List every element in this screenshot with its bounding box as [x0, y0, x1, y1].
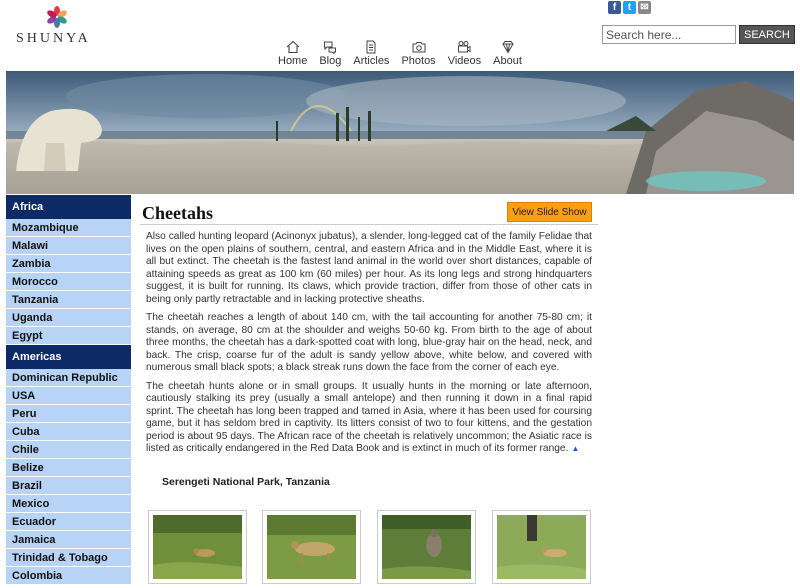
search-input[interactable]	[602, 25, 736, 44]
photo-gallery	[148, 510, 598, 588]
sidebar-item-cuba[interactable]: Cuba	[6, 423, 131, 441]
sidebar-item-belize[interactable]: Belize	[6, 459, 131, 477]
sidebar-item-malawi[interactable]: Malawi	[6, 237, 131, 255]
sidebar-item-mozambique[interactable]: Mozambique	[6, 219, 131, 237]
cheetah-photo-image	[267, 515, 356, 579]
sidebar-item-dominican-republic[interactable]: Dominican Republic	[6, 369, 131, 387]
article-paragraph	[146, 381, 592, 456]
article-paragraph: Also called hunting leopard (Acinonyx jubatus), a slender, long-legged cat of the family Felidae that lives on the open plains of southern, central, and eastern Africa and in the Middle East, where it is all but extinct. The cheetah is the fastest land animal in the world over short distances, capable of attaining speeds as great as 100 km (60 miles) per hour. As its long legs and strong hindquarters suggest, it is built for running. Its claws, which provide traction, differ from those of other cats in being only partly retractable and in lacking protective sheaths.	[146, 231, 592, 305]
paragraph-text: The cheetah hunts alone or in small groups. It usually hunts in the morning or late afternoon, cautiously stalking its prey (usually a small antelope) and then running it down in a final rapid sprint. The cheetah has long been trapped and tamed in Asia, where it has been used for coursing game, but it has seldom bred in captivity. Its litters consist of two to four kittens, and the gestation period is about 95 days. The African race of the cheetah is relatively uncommon; the Asiatic race is listed as critically endangered in the Red Data Book and is extinct in much of its former range.	[146, 380, 592, 454]
nav-photos[interactable]	[395, 40, 441, 67]
sidebar-item-peru[interactable]: Peru	[6, 405, 131, 423]
twitter-icon[interactable]: t	[623, 1, 636, 14]
article-paragraph: The cheetah reaches a length of about 140 cm, with the tail accounting for another 75-80 cm; it stands, on average, 80 cm at the shoulder and weighs 50-60 kg. From birth to the age of about three months, the cheetah has a dark-spotted coat with long, blue-gray hair on the head, neck, and back. The crisp, coarse fur of the adult is sandy yellow above, white below, and covered with numerous small black spots; a black streak runs down the face from the corner of each eye.	[146, 312, 592, 373]
sidebar-item-egypt[interactable]: Egypt	[6, 327, 131, 345]
sidebar-item-morocco[interactable]: Morocco	[6, 273, 131, 291]
about-icon	[501, 40, 515, 54]
sidebar-item-tanzania[interactable]: Tanzania	[6, 291, 131, 309]
nav-about[interactable]	[487, 40, 528, 67]
search-button[interactable]: SEARCH	[739, 25, 795, 44]
article-header	[140, 199, 598, 225]
sidebar-item-jamaica[interactable]: Jamaica	[6, 531, 131, 549]
social-links	[608, 1, 651, 14]
facebook-icon[interactable]: f	[608, 1, 621, 14]
sidebar-item-usa[interactable]: USA	[6, 387, 131, 405]
nav-label: Photos	[401, 55, 436, 67]
articles-icon	[364, 40, 378, 54]
sidebar-item-ecuador[interactable]: Ecuador	[6, 513, 131, 531]
nav-label: Articles	[353, 55, 390, 67]
gallery-thumbnail[interactable]	[148, 510, 247, 584]
logo-flower-icon	[46, 6, 68, 28]
sidebar	[6, 195, 131, 585]
sidebar-item-zambia[interactable]: Zambia	[6, 255, 131, 273]
video-icon	[457, 40, 471, 54]
sidebar-item-chile[interactable]: Chile	[6, 441, 131, 459]
site-logo[interactable]	[14, 6, 100, 44]
gallery-thumbnail[interactable]	[492, 510, 591, 584]
nav-home[interactable]	[272, 40, 313, 67]
landscape-banner-image	[6, 71, 794, 194]
nav-label: About	[493, 55, 522, 67]
email-icon[interactable]: ✉	[638, 1, 651, 14]
gallery-thumbnail[interactable]	[262, 510, 361, 584]
blog-icon	[323, 40, 337, 54]
camera-icon	[412, 40, 426, 54]
home-icon	[286, 40, 300, 54]
logo-text: SHUNYA	[16, 31, 91, 46]
nav-videos[interactable]	[442, 40, 487, 67]
page-title: Cheetahs	[142, 203, 213, 223]
cheetah-photo-image	[153, 515, 242, 579]
search-form	[602, 25, 795, 44]
nav-blog[interactable]	[313, 40, 347, 67]
back-to-top-icon[interactable]: ▲	[571, 444, 580, 453]
sidebar-heading-africa[interactable]: Africa	[6, 195, 131, 219]
article	[140, 199, 598, 488]
gallery-caption: Serengeti National Park, Tanzania	[162, 475, 330, 488]
sidebar-item-trinidad-tobago[interactable]: Trinidad & Tobago	[6, 549, 131, 567]
nav-label: Videos	[447, 55, 482, 67]
nav-articles[interactable]	[347, 40, 395, 67]
view-slideshow-button[interactable]: View Slide Show	[507, 202, 592, 222]
sidebar-item-mexico[interactable]: Mexico	[6, 495, 131, 513]
sidebar-item-brazil[interactable]: Brazil	[6, 477, 131, 495]
main-nav	[272, 40, 528, 67]
cheetah-photo-image	[497, 515, 586, 579]
gallery-thumbnail[interactable]	[377, 510, 476, 584]
cheetah-photo-image	[382, 515, 471, 579]
sidebar-heading-americas[interactable]: Americas	[6, 345, 131, 369]
nav-label: Home	[278, 55, 308, 67]
sidebar-item-colombia[interactable]: Colombia	[6, 567, 131, 585]
header-banner	[6, 71, 794, 194]
nav-label: Blog	[319, 55, 342, 67]
sidebar-item-uganda[interactable]: Uganda	[6, 309, 131, 327]
